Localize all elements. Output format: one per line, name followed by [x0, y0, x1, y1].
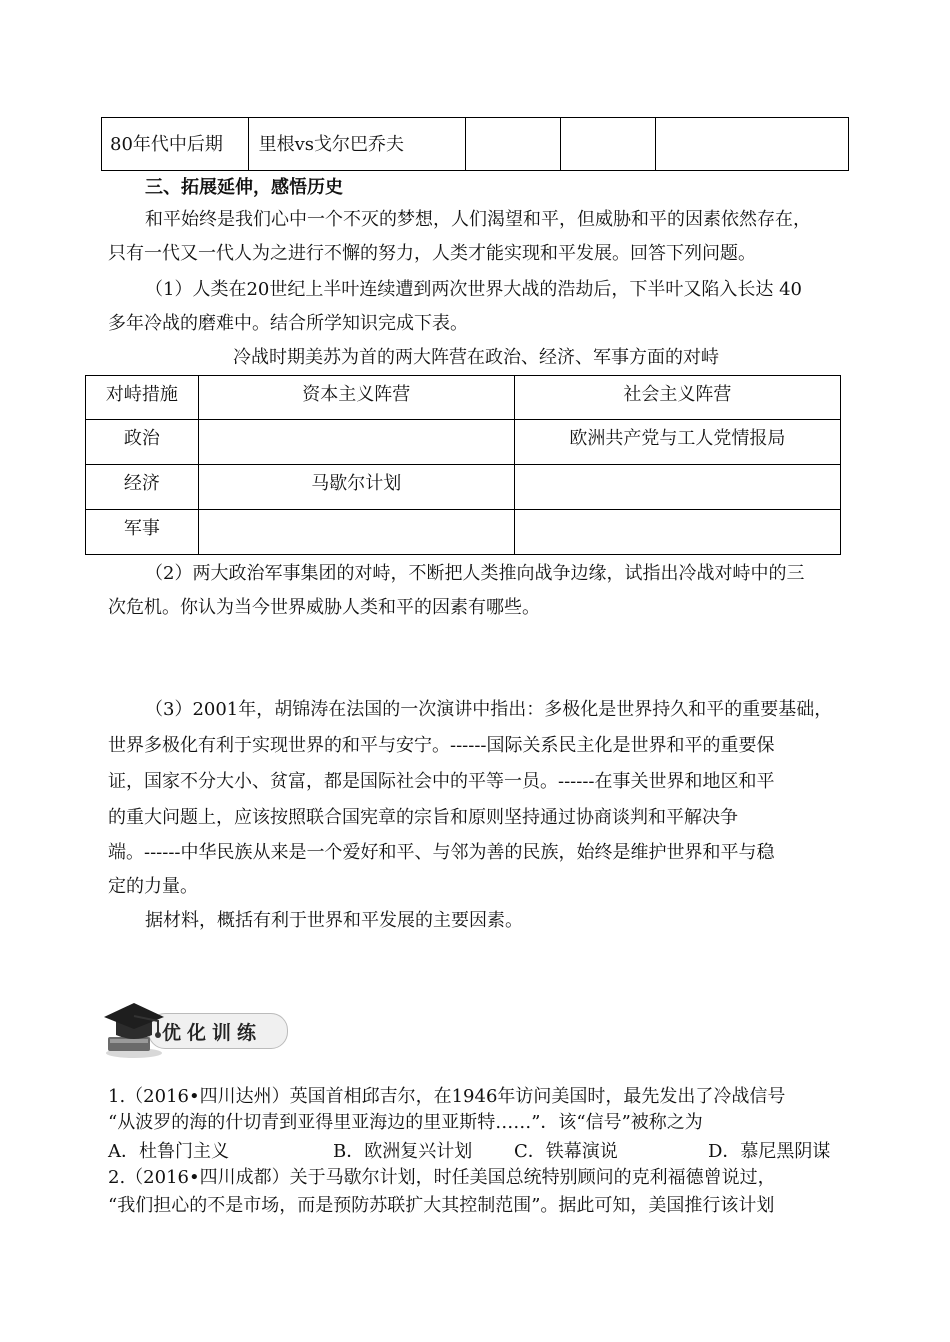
q1-line-2: 多年冷战的磨难中。结合所学知识完成下表。	[108, 313, 468, 334]
economy-capitalist: 马歇尔计划	[198, 465, 514, 510]
confrontation-table	[85, 375, 841, 555]
option-c: C．铁幕演说	[514, 1141, 618, 1162]
banner-label: 优化训练	[162, 1022, 263, 1044]
row-label-politics: 政治	[86, 420, 199, 465]
q3-line-2: 世界多极化有利于实现世界的和平与安宁。------国际关系民主化是世界和平的重要保	[108, 735, 775, 756]
leaders-cell: 里根vs戈尔巴乔夫	[248, 118, 465, 171]
option-a: A．杜鲁门主义	[108, 1141, 229, 1162]
row-label-economy: 经济	[86, 465, 199, 510]
table-caption: 冷战时期美苏为首的两大阵营在政治、经济、军事方面的对峙	[233, 347, 719, 368]
exercise-2-line-2: “我们担心的不是市场，而是预防苏联扩大其控制范围”。据此可知，美国推行该计划	[108, 1195, 775, 1216]
header-measures: 对峙措施	[86, 376, 199, 420]
period-cell: 80年代中后期	[102, 118, 249, 171]
q1-line-1: （1）人类在20世纪上半叶连续遭到两次世界大战的浩劫后，下半叶又陷入长达 40	[145, 279, 802, 300]
top-table	[101, 117, 849, 171]
q3-line-5: 端。------中华民族从来是一个爱好和平、与邻为善的民族，始终是维护世界和平与稳	[108, 842, 775, 863]
military-capitalist	[198, 510, 514, 555]
q3-line-3: 证，国家不分大小、贫富，都是国际社会中的平等一员。------在事关世界和地区和平	[108, 771, 775, 792]
q3-prompt: 据材料，概括有利于世界和平发展的主要因素。	[145, 910, 523, 931]
military-socialist	[514, 510, 840, 555]
table-row	[86, 510, 841, 555]
q3-line-1: （3）2001年，胡锦涛在法国的一次演讲中指出：多极化是世界持久和平的重要基础，	[145, 699, 833, 720]
header-capitalist: 资本主义阵营	[198, 376, 514, 420]
exercise-1-line-2: “从波罗的海的什切青到亚得里亚海边的里亚斯特……”．该“信号”被称之为	[108, 1112, 703, 1133]
q3-line-4: 的重大问题上，应该按照联合国宪章的宗旨和原则坚持通过协商谈判和平解决争	[108, 807, 738, 828]
practice-banner	[100, 997, 290, 1059]
intro-line-1: 和平始终是我们心中一个不灭的梦想，人们渴望和平，但威胁和平的因素依然存在，	[145, 209, 811, 230]
exercise-2-line-1: 2.（2016•四川成都）关于马歇尔计划，时任美国总统特别顾问的克利福德曾说过，	[108, 1167, 776, 1188]
table-header-row	[86, 376, 841, 420]
politics-socialist: 欧洲共产党与工人党情报局	[514, 420, 840, 465]
graduation-cap-icon	[100, 997, 170, 1059]
q2-line-1: （2）两大政治军事集团的对峙，不断把人类推向战争边缘，试指出冷战对峙中的三	[145, 563, 805, 584]
header-socialist: 社会主义阵营	[514, 376, 840, 420]
exercise-1-line-1: 1.（2016•四川达州）英国首相邱吉尔，在1946年访问美国时，最先发出了冷战信号	[108, 1086, 786, 1107]
intro-line-2: 只有一代又一代人为之进行不懈的努力，人类才能实现和平发展。回答下列问题。	[108, 243, 756, 264]
blank-cell	[465, 118, 560, 171]
blank-cell	[560, 118, 655, 171]
table-row	[86, 465, 841, 510]
q2-line-2: 次危机。你认为当今世界威胁人类和平的因素有哪些。	[108, 597, 540, 618]
table-row	[86, 420, 841, 465]
option-d: D．慕尼黑阴谋	[708, 1141, 831, 1162]
economy-socialist	[514, 465, 840, 510]
row-label-military: 军事	[86, 510, 199, 555]
option-b: B．欧洲复兴计划	[333, 1141, 473, 1162]
section-title: 三、拓展延伸，感悟历史	[145, 177, 343, 198]
politics-capitalist	[198, 420, 514, 465]
blank-cell	[655, 118, 848, 171]
q3-line-6: 定的力量。	[108, 876, 198, 897]
